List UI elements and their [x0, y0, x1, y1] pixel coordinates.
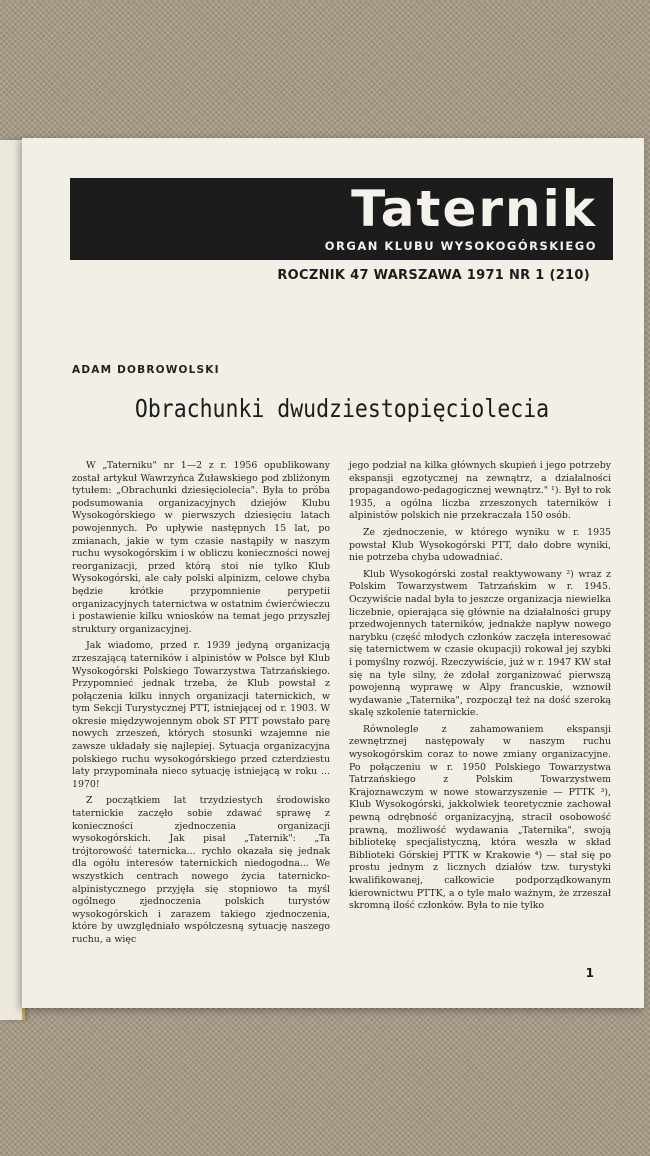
article-author: ADAM DOBROWOLSKI	[72, 364, 220, 376]
paragraph: Równolegle z zahamowaniem ekspansji zewnętrznej następowały w naszym ruchu wysokogórskim coraz to nowe zmiany organizacyjne. Po połączeniu w r. 1950 Polskiego Towarzystwa Tatrzańskiego z Polskim Towarzystwem Krajoznawczym w nowe stowarzyszenie — PTTK ³), Klub Wysokogórski, jakkolwiek teoretycznie zachował pewną odrębność organizacyjną, stracił osobowość prawną, możliwość wydawania „Taternika", swoją bibliotekę specjalistyczną, która weszła w skład Biblioteki Górskiej PTTK w Krakowie ⁴) — stał się po prostu jednym z licznych działów tzw. turystyki kwalifikowanej, całkowicie podporządkowanym kierownictwu PTTK, a o tyle mało ważnym, że zrzeszał skromną ilość członków. Była to nie tylko	[349, 723, 611, 912]
journal-page	[22, 138, 644, 1008]
paragraph: Ze zjednoczenie, w którego wyniku w r. 1935 powstał Klub Wysokogórski PTT, dało dobre wyniki, nie potrzeba chyba udowadniać.	[349, 526, 611, 564]
right-column	[349, 460, 611, 917]
journal-subtitle: ORGAN KLUBU WYSOKOGÓRSKIEGO	[324, 239, 597, 253]
journal-title: Taternik	[351, 180, 597, 238]
paragraph: Klub Wysokogórski został reaktywowany ²) wraz z Polskim Towarzystwem Tatrzańskim w r. 1945. Oczywiście nadal była to jeszcze organizacja niewielka liczebnie, opierająca się głównie na działalności grupy przedwojennych taterników, jednakże napływ nowego narybku (część młodych członków zaczęła interesować się taternictwem w czasie okupacji) rokował jej szybki i pomyślny rozwój. Rzeczywiście, już w r. 1947 KW stał się na tyle silny, że zdołał zorganizować pierwszą powojenną wyprawę w Alpy francuskie, wznowił wydawanie „Taternika", rozpoczął też na dość szeroką skalę szkolenie taternickie.	[349, 568, 611, 719]
left-column	[72, 460, 330, 951]
issue-info: ROCZNIK 47 WARSZAWA 1971 NR 1 (210)	[277, 268, 590, 283]
page-number: 1	[585, 966, 594, 980]
article-title: Obrachunki dwudziestopięciolecia	[134, 394, 550, 423]
paragraph: W „Taterniku" nr 1—2 z r. 1956 opublikowany został artykuł Wawrzyńca Żuławskiego pod zbliżonym tytułem: „Obrachunki dziesięciolecia". Była to próba podsumowania organizacyjnych dziejów Klubu Wysokogórskiego w pierwszych dziesięciu latach powojennych. Po upływie następnych 15 lat, po zmianach, jakie w tym czasie nastąpiły w naszym ruchu wysokogórskim i w obliczu konieczności nowej reorganizacji, przed którą stoi nie tylko Klub Wysokogórski, ale cały polski alpinizm, celowe chyba będzie krótkie przypomnienie perypetii organizacyjnych taternictwa w ostatnim ćwierćwieczu i postawienie kilku wniosków na temat jego przyszłej struktury organizacyjnej.	[72, 460, 330, 635]
paragraph: Z początkiem lat trzydziestych środowisko taternickie zaczęło sobie zdawać sprawę z konieczności zjednoczenia organizacji wysokogórskich. Jak pisał „Taternik": „Ta trójtorowość taternicka... rychło okazała się jednak dla ogółu interesów taternickich niedogodna... We wszystkich centrach nowego życia taternicko-alpinistycznego przyjęła się stopniowo ta myśl ogólnego zjednoczenia polskich turystów wysokogórskich i zarazem takiego zjednoczenia, które by uwzględniało współczesną sytuację naszego ruchu, a więc	[72, 795, 330, 945]
masthead	[70, 178, 613, 260]
paragraph: jego podział na kilka głównych skupień i jego potrzeby ekspansji egzotycznej na zewnątrz, a działalności propagandowo-pedagogicznej wewnątrz." ¹). Był to rok 1935, a ogólna liczba zrzeszonych taterników i alpinistów polskich nie przekraczała 150 osób.	[349, 460, 611, 522]
paragraph: Jak wiadomo, przed r. 1939 jedyną organizacją zrzeszającą taterników i alpinistów w Polsce był Klub Wysokogórski Polskiego Towarzystwa Tatrzańskiego. Przypomnieć jednak trzeba, że Klub powstał z połączenia kilku innych organizacji taternickich, w tym Sekcji Turystycznej PTT, istniejącej od r. 1903. W okresie międzywojennym obok ST PTT powstało parę nowych zrzeszeń, których stosunki wzajemne nie zawsze układały się najlepiej. Sytuacja organizacyjna polskiego ruchu wysokogórskiego przed czterdziestu laty przypominała nieco sytuację istniejącą w roku ... 1970!	[72, 640, 330, 790]
